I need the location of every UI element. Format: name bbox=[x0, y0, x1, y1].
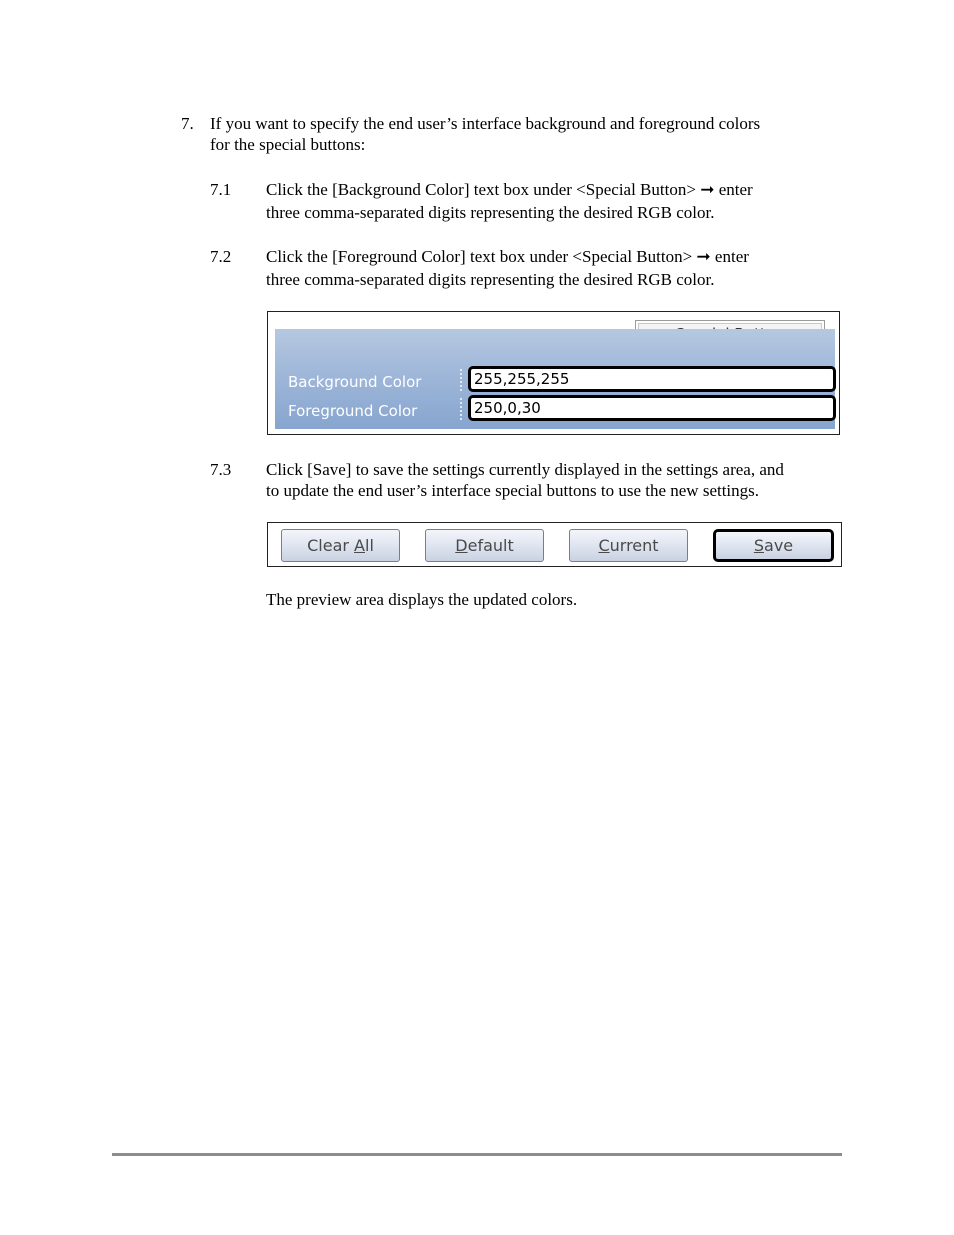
step-7-1-text-b: enter bbox=[718, 180, 753, 199]
clear-all-button[interactable] bbox=[281, 529, 400, 562]
foreground-color-label: Foreground Color bbox=[288, 402, 418, 420]
step-7-1-text-a: Click the [Background Color] text box under <Special Button> bbox=[266, 180, 696, 199]
save-button[interactable] bbox=[713, 529, 834, 562]
field-divider bbox=[460, 398, 462, 420]
button-label: efault bbox=[467, 536, 514, 555]
background-color-field[interactable]: 255,255,255 bbox=[468, 366, 836, 392]
button-mnemonic: S bbox=[753, 536, 765, 555]
step-7-1-text-line1 bbox=[266, 179, 753, 200]
settings-panel bbox=[275, 329, 835, 429]
button-label: ave bbox=[764, 536, 794, 555]
step-7-1-text-line2: three comma-separated digits representing the desired RGB color. bbox=[266, 203, 715, 222]
background-color-label: Background Color bbox=[288, 373, 422, 391]
step-7-3-text-line1: Click [Save] to save the settings currently displayed in the settings area, and bbox=[266, 460, 784, 479]
button-label: ll bbox=[365, 536, 374, 555]
foreground-color-field[interactable]: 250,0,30 bbox=[468, 395, 836, 421]
current-button[interactable] bbox=[569, 529, 688, 562]
step-7-number: 7. bbox=[181, 114, 194, 133]
button-mnemonic: A bbox=[354, 536, 365, 555]
footer-divider bbox=[112, 1153, 842, 1156]
step-7-text-line1: If you want to specify the end user’s interface background and foreground colors bbox=[210, 114, 761, 133]
step-7-2-text-a: Click the [Foreground Color] text box under <Special Button> bbox=[266, 247, 693, 266]
field-divider bbox=[460, 369, 462, 391]
button-label: Clear bbox=[307, 536, 355, 555]
button-label: urrent bbox=[609, 536, 659, 555]
preview-note: The preview area displays the updated colors. bbox=[266, 590, 578, 609]
step-7-3-number: 7.3 bbox=[210, 460, 232, 479]
step-7-2-text-b: enter bbox=[714, 247, 749, 266]
default-button[interactable] bbox=[425, 529, 544, 562]
step-7-1-number: 7.1 bbox=[210, 180, 232, 199]
step-7-2-text-line1 bbox=[266, 246, 749, 267]
step-7-2-text-line2: three comma-separated digits representing the desired RGB color. bbox=[266, 270, 715, 289]
arrow-right-icon: ➞ bbox=[696, 247, 711, 266]
special-button-settings-figure bbox=[267, 311, 840, 435]
button-mnemonic: C bbox=[598, 536, 610, 555]
arrow-right-icon: ➞ bbox=[700, 180, 715, 199]
step-7-2-number: 7.2 bbox=[210, 247, 232, 266]
step-7-text-line2: for the special buttons: bbox=[210, 135, 366, 154]
action-buttons-figure bbox=[267, 522, 842, 567]
step-7-3-text-line2: to update the end user’s interface special buttons to use the new settings. bbox=[266, 481, 760, 500]
button-mnemonic: D bbox=[455, 536, 468, 555]
